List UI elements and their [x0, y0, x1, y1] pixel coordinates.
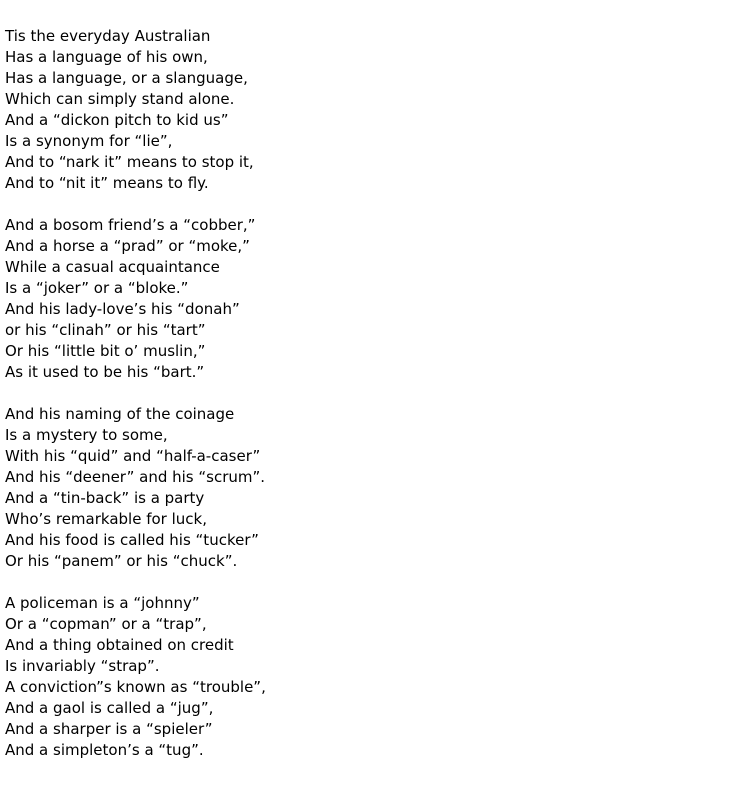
poem-line: While a casual acquaintance [5, 258, 220, 276]
poem-line: And his lady-love’s his “donah” [5, 300, 240, 318]
stanza-1 [5, 26, 745, 194]
poem-line: And a “dickon pitch to kid us” [5, 111, 229, 129]
poem-line: And a “tin-back” is a party [5, 489, 205, 507]
stanza-2 [5, 215, 745, 383]
poem-line: And a simpleton’s a “tug”. [5, 741, 204, 759]
poem-line: And to “nit it” means to fly. [5, 174, 209, 192]
poem-line: Is a synonym for “lie”, [5, 132, 173, 150]
poem-line: Tis the everyday Australian [5, 27, 211, 45]
poem-line: And a gaol is called a “jug”, [5, 699, 214, 717]
poem-line: And a bosom friend’s a “cobber,” [5, 216, 256, 234]
poem-line: Has a language of his own, [5, 48, 208, 66]
poem-line: And a horse a “prad” or “moke,” [5, 237, 250, 255]
poem-line: And a thing obtained on credit [5, 636, 234, 654]
poem-line: With his “quid” and “half-a-caser” [5, 447, 261, 465]
poem-line: Who’s remarkable for luck, [5, 510, 207, 528]
poem-line: Or his “little bit o’ muslin,” [5, 342, 206, 360]
poem-line: Has a language, or a slanguage, [5, 69, 248, 87]
poem-line: Is a “joker” or a “bloke.” [5, 279, 189, 297]
poem-line: As it used to be his “bart.” [5, 363, 205, 381]
poem-line: or his “clinah” or his “tart” [5, 321, 206, 339]
poem-line: Or a “copman” or a “trap”, [5, 615, 207, 633]
poem-line: And his food is called his “tucker” [5, 531, 259, 549]
poem-line: Or his “panem” or his “chuck”. [5, 552, 238, 570]
poem-line: Which can simply stand alone. [5, 90, 235, 108]
poem-line: And to “nark it” means to stop it, [5, 153, 254, 171]
poem-text [5, 26, 745, 782]
stanza-3 [5, 404, 745, 572]
poem-line: A conviction”s known as “trouble”, [5, 678, 266, 696]
poem-line: A policeman is a “johnny” [5, 594, 200, 612]
poem-line: And his naming of the coinage [5, 405, 235, 423]
poem-line: And a sharper is a “spieler” [5, 720, 213, 738]
poem-line: And his “deener” and his “scrum”. [5, 468, 266, 486]
stanza-4 [5, 593, 745, 761]
poem-line: Is invariably “strap”. [5, 657, 160, 675]
poem-line: Is a mystery to some, [5, 426, 168, 444]
